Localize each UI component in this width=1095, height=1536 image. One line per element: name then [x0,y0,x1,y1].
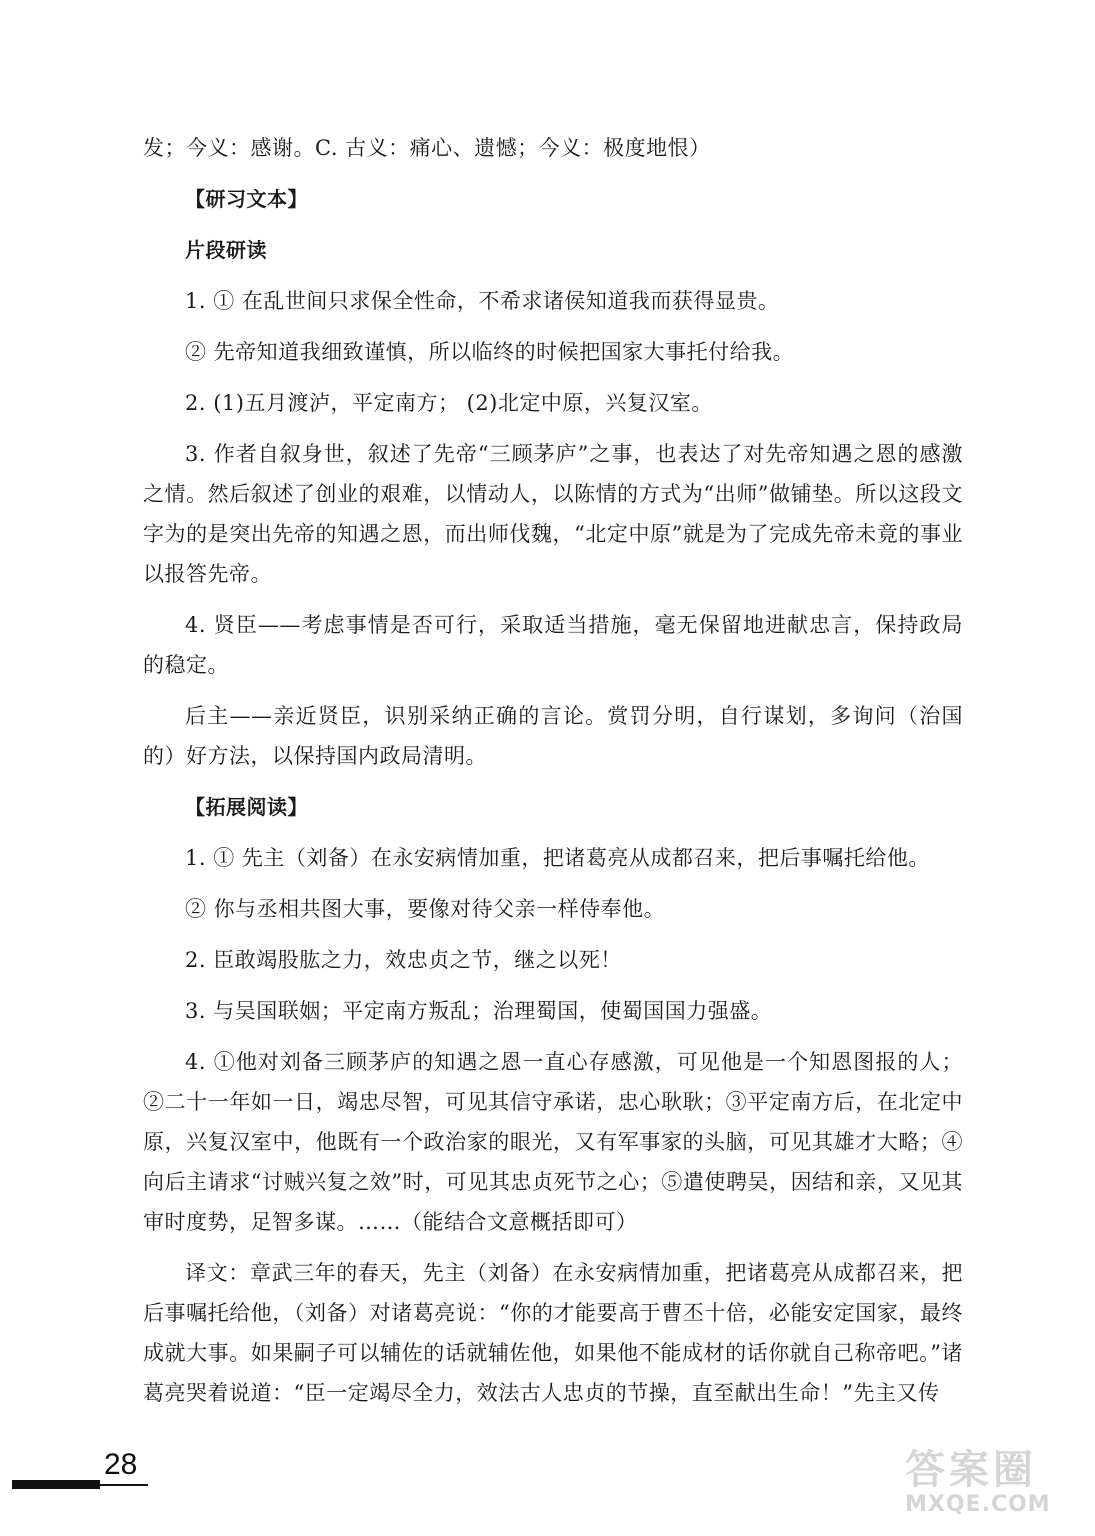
text-line-continuation: 发；今义：感谢。C. 古义：痛心、遗憾；今义：极度地恨） [143,136,711,160]
watermark-url: MXQE.COM [905,1492,1051,1517]
ext-answer-1-2: ② 你与丞相共图大事，要像对待父亲一样侍奉他。 [185,897,666,921]
answer-4-houzhu: 后主——亲近贤臣，识别采纳正确的言论。赏罚分明，自行谋划，多询问（治国的）好方法，以保持国内政局清明。 [143,704,963,768]
section-heading-yanxi: 【研习文本】 [185,187,308,211]
watermark-logo [905,1448,1075,1528]
answer-3: 3. 作者自叙身世，叙述了先帝“三顾茅庐”之事，也表达了对先帝知遇之恩的感激之情。然后叙述了创业的艰难，以情动人，以陈情的方式为“出师”做铺垫。所以这段文字为的是突出先帝的知遇之恩，而出师伐魏，“北定中原”就是为了完成先帝未竟的事业以报答先帝。 [143,442,963,586]
answer-2: 2. (1)五月渡泸，平定南方； (2)北定中原，兴复汉室。 [185,391,713,415]
answer-1-1: 1. ① 在乱世间只求保全性命，不希求诸侯知道我而获得显贵。 [185,289,780,313]
footer-rule [100,1484,148,1486]
footer-bar [12,1480,100,1489]
ext-answer-1-1: 1. ① 先主（刘备）在永安病情加重，把诸葛亮从成都召来，把后事嘱托给他。 [185,846,930,870]
page-body [143,128,963,1424]
ext-answer-4: 4. ①他对刘备三顾茅庐的知遇之恩一直心存感激，可见他是一个知恩图报的人；②二十一年如一日，竭忠尽智，可见其信守承诺，忠心耿耿；③平定南方后，在北定中原，兴复汉室中，他既有一个政治家的眼光，又有军事家的头脑，可见其雄才大略；④向后主请求“讨贼兴复之效”时，可见其忠贞死节之心；⑤遣使聘吴，因结和亲，又见其审时度势，足智多谋。……（能结合文意概括即可） [143,1050,963,1234]
translation-paragraph: 译文：章武三年的春天，先主（刘备）在永安病情加重，把诸葛亮从成都召来，把后事嘱托给他，（刘备）对诸葛亮说：“你的才能要高于曹丕十倍，必能安定国家，最终成就大事。如果嗣子可以辅佐的话就辅佐他，如果他不能成材的话你就自己称帝吧。”诸葛亮哭着说道：“臣一定竭尽全力，效法古人忠贞的节操，直至献出生命！”先主又传 [143,1261,963,1405]
page-number: 28 [104,1448,138,1481]
answer-4-xianchen: 4. 贤臣——考虑事情是否可行，采取适当措施，毫无保留地进献忠言，保持政局的稳定。 [143,613,963,677]
ext-answer-3: 3. 与吴国联姻；平定南方叛乱；治理蜀国，使蜀国国力强盛。 [185,999,773,1023]
watermark-logo-text: 答案圈 [905,1447,1037,1493]
ext-answer-2: 2. 臣敢竭股肱之力，效忠贞之节，继之以死！ [185,948,622,972]
answer-1-2: ② 先帝知道我细致谨慎，所以临终的时候把国家大事托付给我。 [185,340,795,364]
section-heading-tuozhan: 【拓展阅读】 [185,795,308,819]
subsection-heading-pianduan: 片段研读 [185,238,267,262]
